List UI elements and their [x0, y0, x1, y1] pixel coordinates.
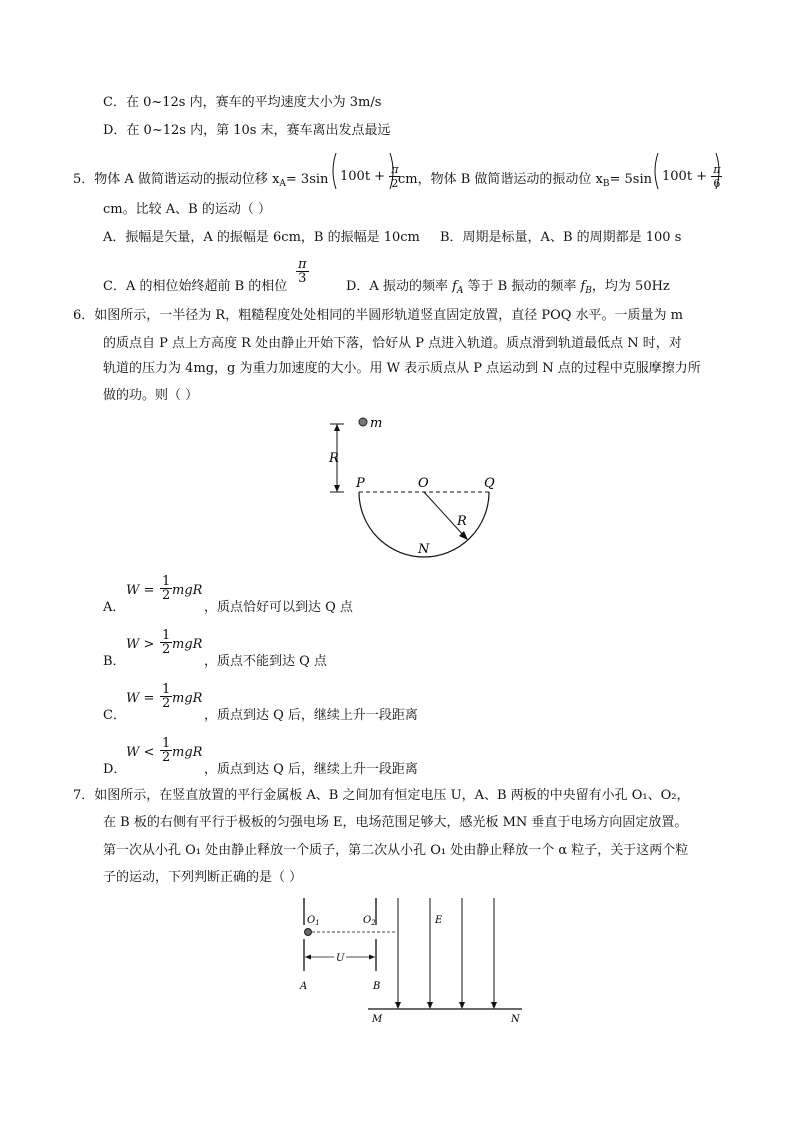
q6-line4: 做的功。则（ ） — [103, 388, 199, 403]
q6-option-a-mgr: mgR — [172, 583, 203, 598]
q6-option-d-letter: D． — [103, 762, 127, 777]
q5-option-d-c: ，均为 50Hz — [591, 279, 670, 294]
label-O: O — [418, 476, 429, 491]
label-N: N — [511, 1014, 520, 1025]
dim-arrow-down — [334, 485, 340, 492]
q6-option-a-num: 1 — [162, 574, 171, 589]
q5-den3: 3 — [298, 271, 307, 286]
q6-option-b-mgr: mgR — [172, 637, 203, 652]
label-U: U — [336, 953, 345, 964]
q6-option-c-num: 1 — [162, 682, 171, 697]
q6-option-a-frac — [160, 575, 172, 602]
q5-stem-a: 物体 A 做简谐运动的振动位移 x — [94, 172, 280, 187]
q5-den2: 2 — [391, 177, 399, 190]
q5-option-a: A．振幅是矢量，A 的振幅是 6cm，B 的振幅是 10cm — [103, 230, 420, 245]
q6-line3: 轨道的压力为 4mg，g 为重力加速度的大小。用 W 表示质点从 P 点运动到 N 点的过程中克服摩擦力所 — [103, 361, 701, 376]
q6-option-a-lhs: W = — [126, 583, 155, 598]
q6-line1: 6．如图所示，一半径为 R，粗糙程度处处相同的半圆形轨道竖直固定放置，直径 POQ 水平。一质量为 m — [73, 308, 683, 323]
label-N: N — [418, 542, 430, 557]
q6-option-d-mgr: mgR — [172, 745, 203, 760]
q6-option-b-letter: B． — [103, 654, 126, 669]
q6-option-d-text: ，质点到达 Q 后，继续上升一段距离 — [204, 762, 418, 777]
q7-figure — [290, 893, 540, 1028]
label-O2: $O_2$ — [363, 915, 376, 927]
q5-option-c-fraction — [296, 258, 309, 285]
q5-pi-b: π — [713, 163, 721, 176]
q6-option-d-lhs: W < — [126, 745, 155, 760]
q5-option-d-b: 等于 B 振动的频率 — [463, 279, 581, 294]
label-A: A — [300, 981, 308, 992]
q6-option-c-frac — [160, 683, 172, 710]
q5-expr-a: 100t + — [340, 169, 386, 184]
q6-option-a-text: ，质点恰好可以到达 Q 点 — [204, 600, 353, 615]
q5-unit-a: cm，物体 B 做简谐运动的振动位 x — [398, 172, 603, 187]
q6-option-c-mgr: mgR — [172, 691, 203, 706]
q5-fa: f — [452, 279, 457, 294]
label-O1: $O_1$ — [307, 915, 320, 927]
dim-arrow-up — [334, 424, 340, 431]
q6-line2: 的质点自 P 点上方高度 R 处由静止开始下落，恰好从 P 点进入轨道。质点滑到轨道最低点 N 时，对 — [103, 336, 682, 351]
q5-eq-b: = 5sin — [609, 172, 653, 187]
q5-option-d — [346, 279, 670, 299]
q6-option-b-den: 2 — [162, 642, 171, 657]
q6-option-d-den: 2 — [162, 750, 171, 765]
q7-line3: 第一次从小孔 O₁ 处由静止释放一个质子，第二次从小孔 O₁ 处由静止释放一个 α 粒子，关于这两个粒 — [103, 843, 689, 858]
q7-line1: 7．如图所示，在竖直放置的平行金属板 A、B 之间加有恒定电压 U，A、B 两板的中央留有小孔 O₁、O₂， — [73, 788, 690, 803]
q5-pi-a: π — [391, 163, 399, 176]
q5-eq-a: = 3sin — [285, 172, 329, 187]
q5-option-b: B．周期是标量，A、B 的周期都是 100 s — [440, 230, 682, 245]
q5-fa-sub: A — [456, 286, 464, 296]
q6-option-c-lhs: W = — [126, 691, 155, 706]
q5-den6: 6 — [713, 177, 721, 190]
q5-option-d-a: D．A 振动的频率 — [346, 279, 453, 294]
q4-option-c: C．在 0~12s 内，赛车的平均速度大小为 3m/s — [103, 95, 382, 110]
label-B: B — [373, 981, 381, 992]
field-lines — [398, 898, 494, 1006]
label-P: P — [356, 476, 365, 491]
q5-sub-a: A — [279, 179, 286, 189]
mass-ball — [359, 418, 367, 426]
q6-option-a-den: 2 — [162, 588, 171, 603]
q6-option-c-letter: C． — [103, 708, 126, 723]
q5-expr-b: 100t + — [662, 169, 708, 184]
field-arrows — [395, 1002, 497, 1009]
U-arrow-right — [369, 955, 375, 960]
q7-line4: 子的运动，下列判断正确的是（ ） — [103, 870, 303, 885]
q6-option-d-frac — [160, 737, 172, 764]
label-R-dim: R — [329, 451, 339, 466]
q5-number: 5． — [73, 172, 95, 187]
label-m: m — [370, 416, 383, 431]
q4-option-d: D．在 0~12s 内，第 10s 末，赛车离出发点最远 — [103, 123, 391, 138]
q5-fb-sub: B — [585, 286, 592, 296]
label-Q: Q — [484, 476, 495, 491]
q6-figure — [320, 410, 520, 560]
q6-option-b-frac — [160, 629, 172, 656]
particle-at-O1 — [305, 929, 312, 936]
label-R-radius: R — [457, 514, 467, 529]
q5-fb: f — [580, 279, 586, 294]
q6-option-c-text: ，质点到达 Q 后，继续上升一段距离 — [204, 708, 418, 723]
q5-option-c: C．A 的相位始终超前 B 的相位 — [103, 279, 288, 294]
U-arrow-left — [305, 955, 311, 960]
q6-option-b-num: 1 — [162, 628, 171, 643]
q6-option-b-lhs: W > — [126, 637, 155, 652]
label-M: M — [372, 1014, 383, 1025]
q6-option-c-den: 2 — [162, 696, 171, 711]
q6-option-a-letter: A． — [103, 600, 126, 615]
q6-option-d-num: 1 — [162, 736, 171, 751]
q5-sub-b: B — [602, 179, 610, 189]
q6-option-b-text: ，质点不能到达 Q 点 — [204, 654, 327, 669]
q7-line2: 在 B 板的右侧有平行于极板的匀强电场 E，电场范围足够大，感光板 MN 垂直于电场方向固定放置。 — [103, 815, 688, 830]
label-E: E — [435, 915, 443, 926]
q5-pi-c: π — [298, 257, 307, 272]
q5-stem-end: cm。比较 A、B 的运动（ ） — [103, 202, 271, 217]
